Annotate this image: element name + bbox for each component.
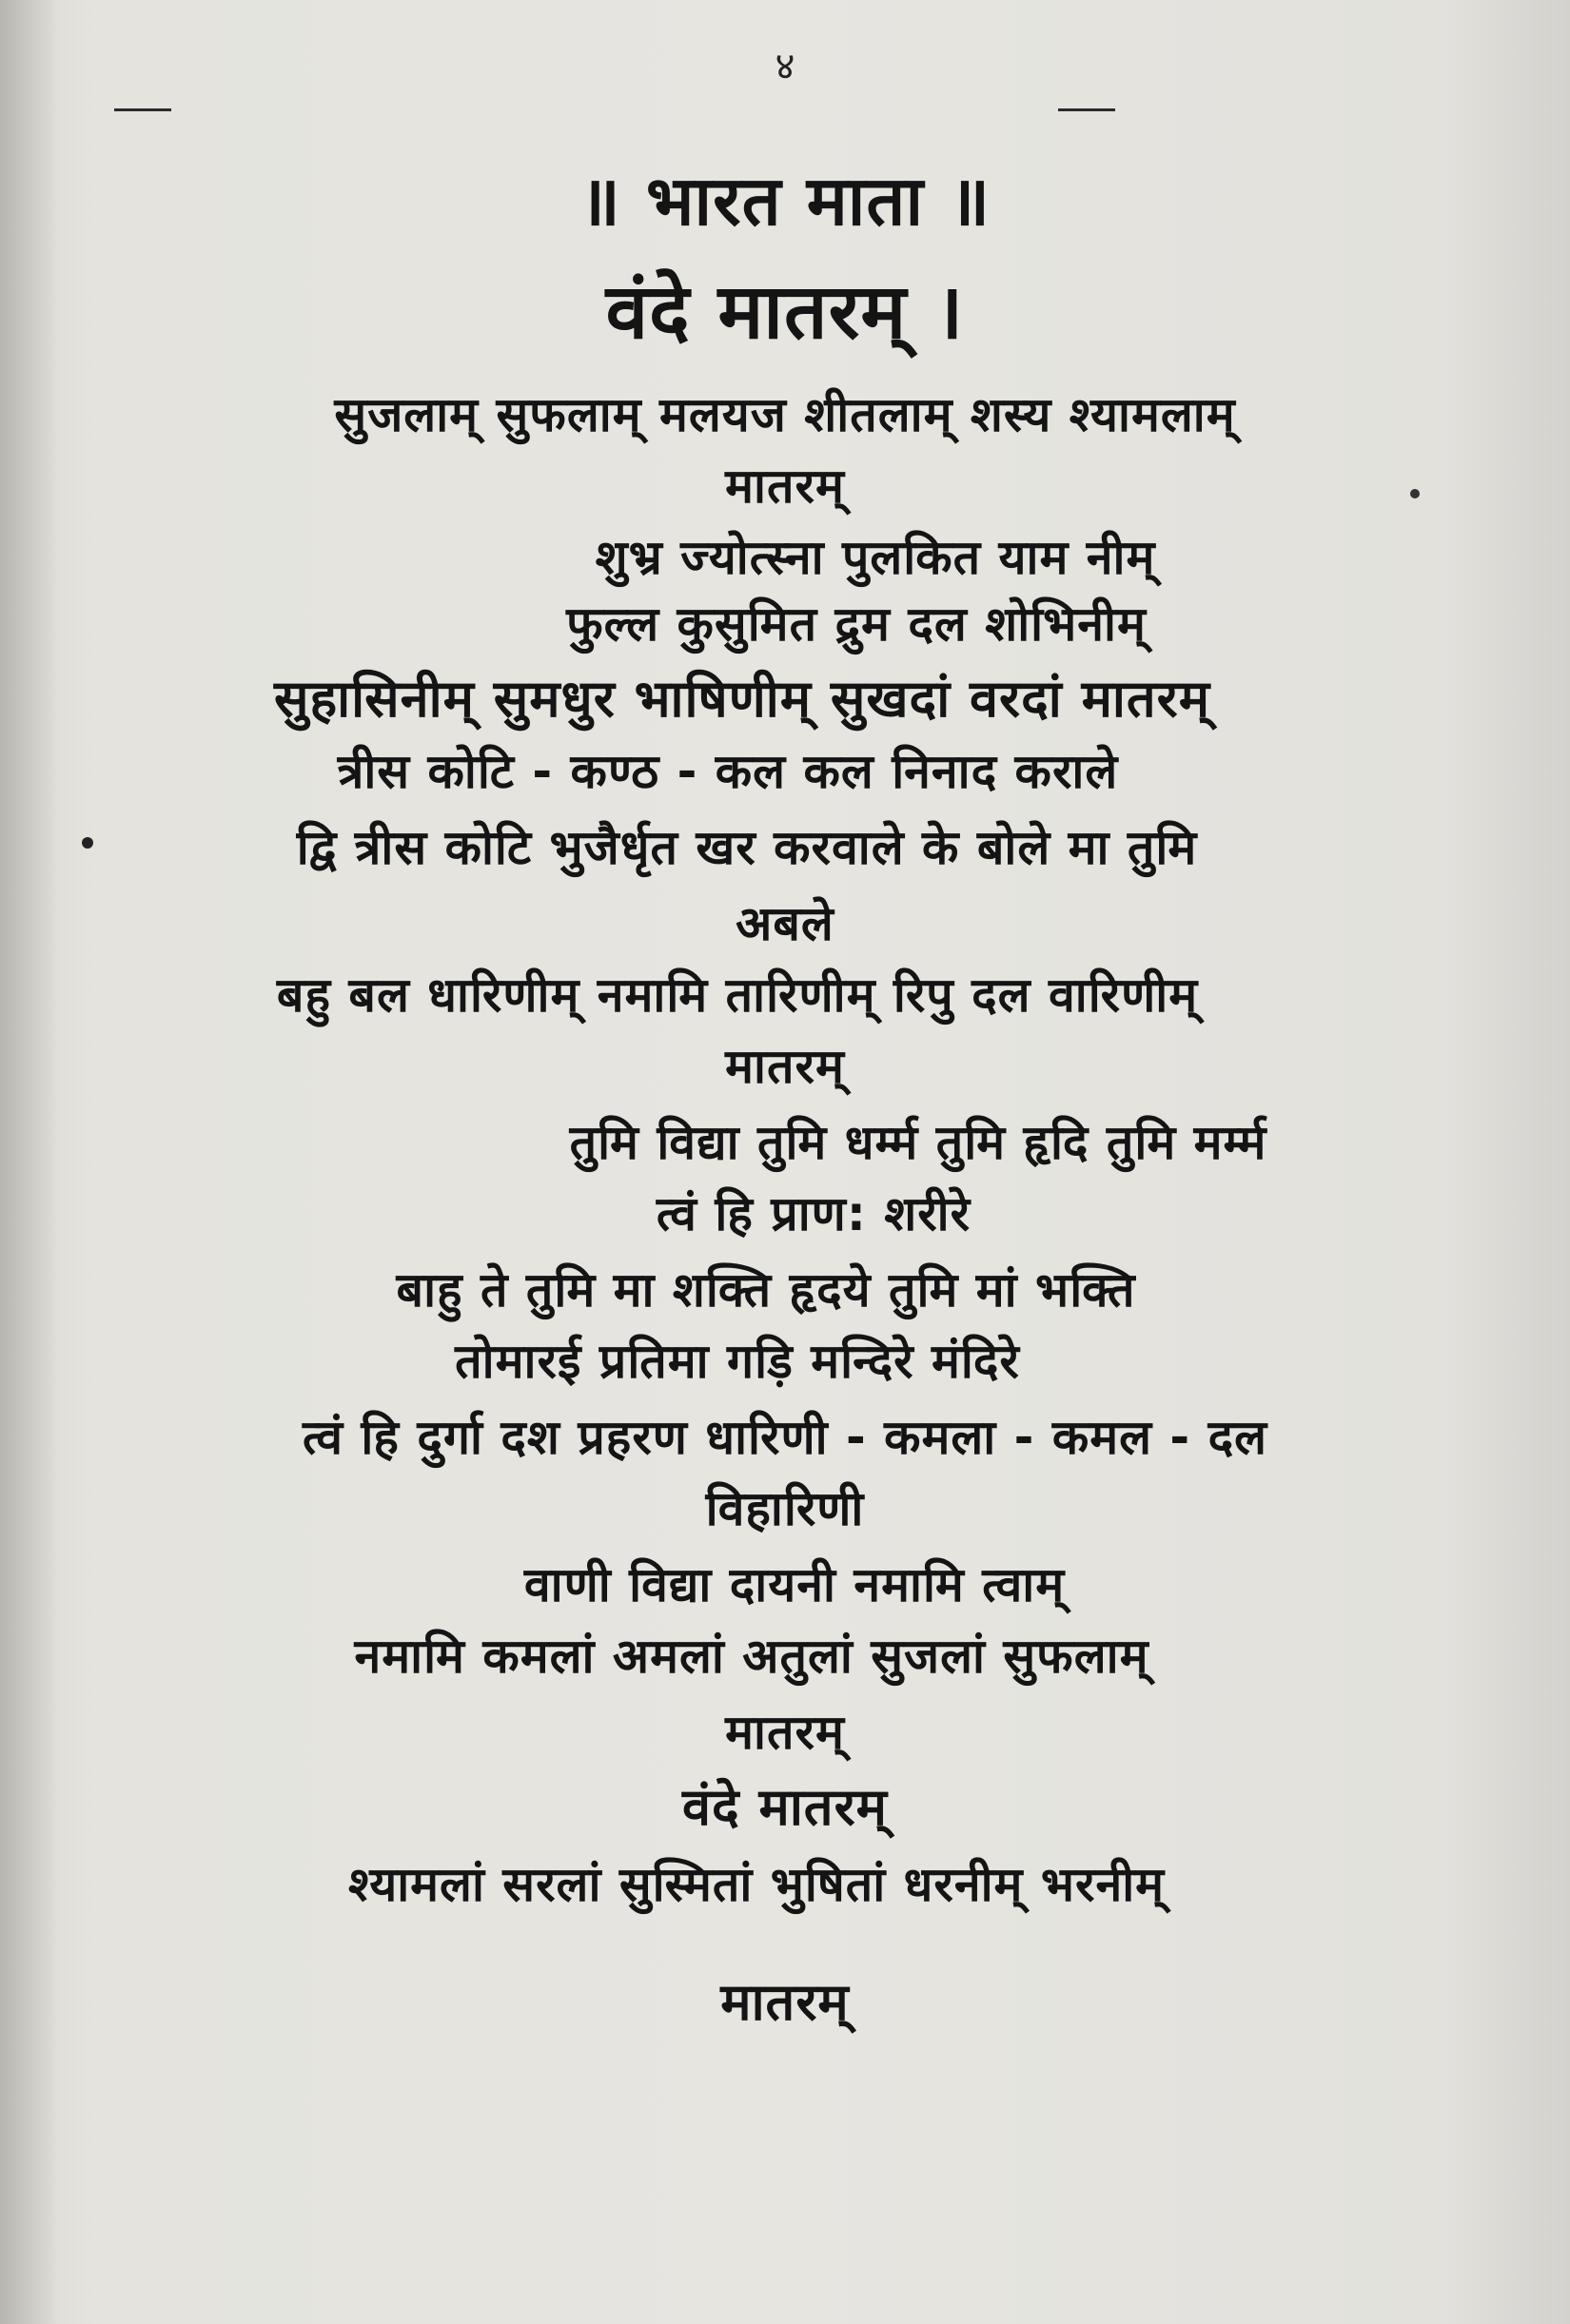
verse-line: विहारिणी — [705, 1481, 865, 1536]
header-rule-right — [1058, 108, 1115, 111]
verse-line: फुल्ल कुसुमित द्रुम दल शोभिनीम् — [566, 596, 1147, 652]
verse-line: त्वं हि दुर्गा दश प्रहरण धारिणी - कमला - कमल - दल — [302, 1410, 1268, 1465]
verse-line: सुहासिनीम् सुमधुर भाषिणीम् सुखदां वरदां मातरम् — [274, 669, 1210, 729]
verse-line: अबले — [736, 896, 834, 951]
margin-dot — [1410, 489, 1420, 498]
verse-line: मातरम् — [720, 1972, 850, 2032]
verse-line: त्वं हि प्राण: शरीरे — [656, 1186, 971, 1241]
verse-line: वाणी विद्या दायनी नमामि त्वाम् — [523, 1557, 1066, 1612]
header-rule-left — [114, 108, 171, 111]
verse-line: मातरम् — [725, 1039, 845, 1094]
verse-line: बहु बल धारिणीम् नमामि तारिणीम् रिपु दल वारिणीम् — [276, 967, 1199, 1023]
verse-line: तुमि विद्या तुमि धर्म्म तुमि हृदि तुमि मर्म्म — [569, 1115, 1267, 1170]
verse-line: मातरम् — [725, 459, 845, 514]
poem-subheading: वंदे मातरम् । — [605, 267, 965, 356]
verse-line: तोमारई प्रतिमा गड़ि मन्दिरे मंदिरे — [455, 1334, 1020, 1389]
verse-line: बाहु ते तुमि मा शक्ति हृदये तुमि मां भक्ति — [396, 1262, 1136, 1318]
poem-heading: ॥ भारत माता ॥ — [579, 161, 991, 241]
margin-bullet — [82, 837, 93, 849]
verse-line: द्वि त्रीस कोटि भुजैर्धृत खर करवाले के बोले मा तुमि — [296, 820, 1198, 875]
page-number: ४ — [775, 45, 795, 88]
verse-line: श्यामलां सरलां सुस्मितां भुषितां धरनीम् भरनीम् — [347, 1857, 1166, 1912]
verse-line: नमामि कमलां अमलां अतुलां सुजलां सुफलाम् — [354, 1629, 1149, 1684]
verse-line: त्रीस कोटि - कण्ठ - कल कल निनाद कराले — [337, 744, 1119, 799]
verse-line: वंदे मातरम् — [682, 1777, 888, 1837]
verse-line: शुभ्र ज्योत्स्ना पुलकित याम नीम् — [595, 530, 1156, 585]
verse-line: मातरम् — [725, 1705, 845, 1760]
verse-line: सुजलाम् सुफलाम् मलयज शीतलाम् शस्य श्यामलाम् — [334, 387, 1236, 442]
